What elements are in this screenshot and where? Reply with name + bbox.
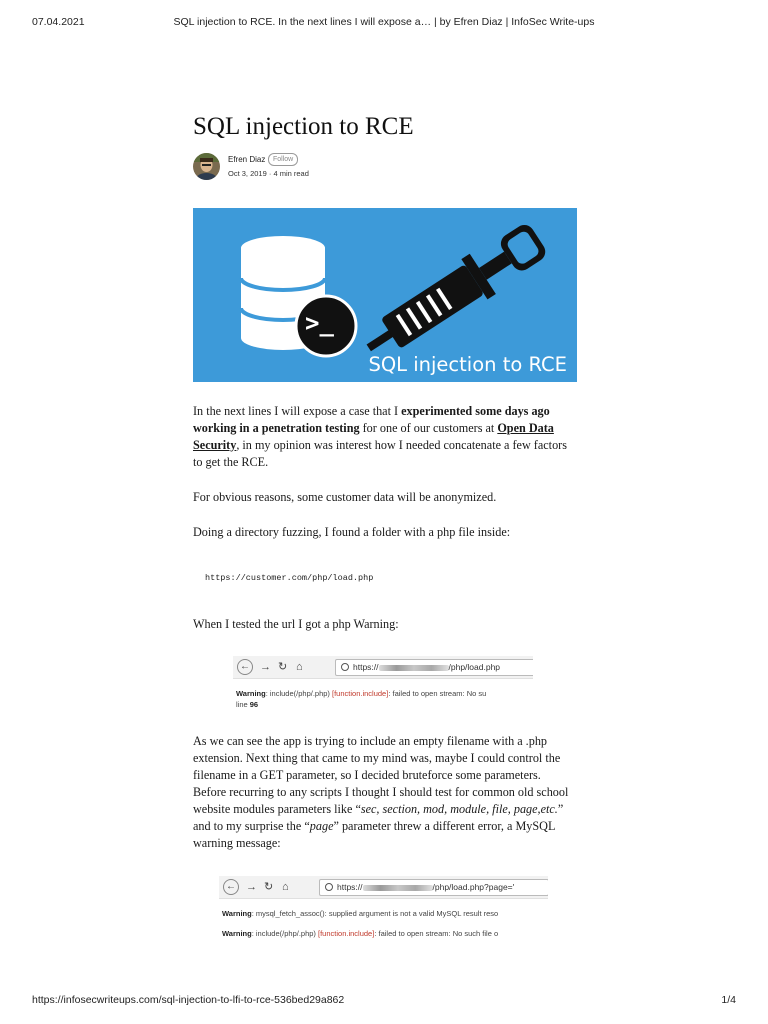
php-warning-1: Warning: include(/php/.php) [function.include]: failed to open stream: No su (236, 689, 487, 698)
hero-image (193, 208, 577, 382)
author-avatar[interactable] (193, 153, 220, 180)
forward-arrow-icon: → (246, 881, 257, 893)
browser-toolbar (219, 876, 548, 899)
print-page-title: SQL injection to RCE. In the next lines I will expose a… | by Efren Diaz | InfoSec Write-ups (173, 16, 595, 28)
syringe-icon (356, 218, 552, 368)
mysql-warning: Warning: mysql_fetch_assoc(): supplied argument is not a valid MySQL result reso (222, 909, 499, 918)
terminal-prompt: >_ (305, 309, 334, 337)
back-arrow-icon: ← (223, 879, 239, 895)
paragraph-warning: When I tested the url I got a php Warning: (193, 617, 399, 631)
page-number: 1/4 (721, 994, 736, 1006)
browser-screenshot-2 (219, 876, 548, 944)
reload-icon: ↻ (264, 881, 274, 893)
php-warning-line: line 96 (236, 700, 259, 709)
browser-screenshot-1 (233, 656, 533, 712)
code-block-url: https://customer.com/php/load.php (205, 573, 374, 583)
home-icon: ⌂ (282, 881, 289, 893)
php-warning-2: Warning: include(/php/.php) [function.include]: failed to open stream: No such file o (222, 929, 499, 938)
paragraph-anonymized: For obvious reasons, some customer data will be anonymized. (193, 490, 497, 504)
print-date: 07.04.2021 (32, 16, 85, 28)
open-data-security-link[interactable]: Open Data Security (193, 421, 554, 452)
reload-icon: ↻ (278, 661, 288, 673)
browser-toolbar (233, 656, 533, 679)
author-name[interactable]: Efren Diaz (228, 155, 266, 164)
print-url: https://infosecwriteups.com/sql-injection-to-lfi-to-rce-536bed29a862 (32, 994, 345, 1006)
address-bar: https:// /php/load.php?page=' (319, 879, 548, 896)
article-meta: Oct 3, 2019 · 4 min read (228, 169, 309, 178)
home-icon: ⌂ (296, 661, 303, 673)
redacted-domain (379, 665, 449, 671)
forward-arrow-icon: → (260, 661, 271, 673)
article-title: SQL injection to RCE (193, 113, 414, 140)
paragraph-intro: In the next lines I will expose a case that I experimented some days ago working in a penetration testing for one of our customers at Open Data Security, in my opinion was interest how I needed concatenate a few factors to get the RCE. (193, 404, 567, 469)
address-bar: https:// /php/load.php (335, 659, 533, 676)
paragraph-analysis: As we can see the app is trying to include an empty filename with a .php extension. Next thing that came to my mind was, maybe I could control the filename in a GET parameter, so I decided bruteforce some parameters. Before recurring to any scripts I thought I should test for common old school website modules parameters like “sec, section, mod, module, file, page,etc.” and to my surprise the “page” parameter threw a different error, a MySQL warning message: (193, 734, 569, 850)
search-icon (325, 883, 333, 891)
author-row (193, 153, 573, 181)
hero-caption: SQL injection to RCE (368, 353, 567, 376)
paragraph-fuzzing: Doing a directory fuzzing, I found a folder with a php file inside: (193, 525, 511, 539)
back-arrow-icon: ← (237, 659, 253, 675)
follow-button[interactable]: Follow (268, 153, 298, 166)
search-icon (341, 663, 349, 671)
redacted-domain (363, 885, 433, 891)
